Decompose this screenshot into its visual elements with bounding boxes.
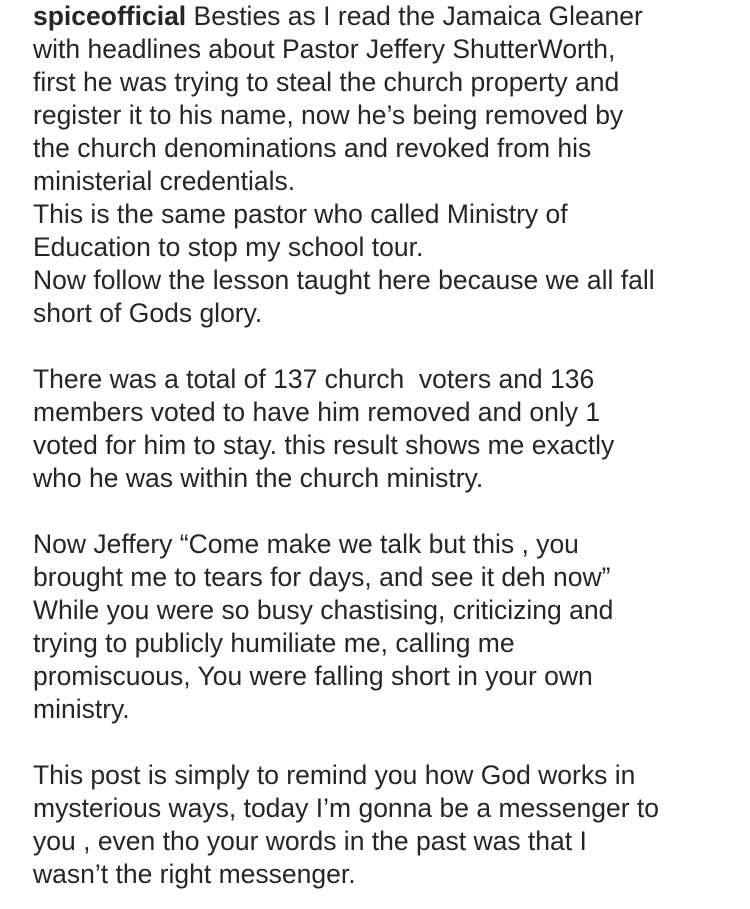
caption-line: first he was trying to steal the church property and (33, 67, 620, 97)
username-link[interactable]: spiceofficial (33, 1, 187, 31)
caption-line: voted for him to stay. this result shows me exactly (33, 430, 615, 460)
caption-line: ministry. (33, 694, 130, 724)
caption-paragraph-4 (33, 363, 723, 495)
caption-line: register it to his name, now he’s being removed by (33, 100, 624, 130)
caption-line: This post is simply to remind you how God works in (33, 760, 636, 790)
caption-paragraph-1 (33, 0, 723, 198)
caption-line: trying to publicly humiliate me, calling me (33, 628, 515, 658)
caption-text: Besties as I read the Jamaica Gleaner (186, 1, 643, 31)
blank-line (33, 495, 723, 528)
caption-line: members voted to have him removed and only 1 (33, 397, 601, 427)
blank-line (33, 330, 723, 363)
blank-line (33, 726, 723, 759)
caption-paragraph-2 (33, 198, 723, 264)
caption-paragraph-6 (33, 759, 723, 891)
caption-line: who he was within the church ministry. (33, 463, 484, 493)
caption-line: While you were so busy chastising, criticizing and (33, 595, 614, 625)
caption-line (33, 0, 723, 33)
caption-line: promiscuous, You were falling short in your own (33, 661, 593, 691)
caption-line: There was a total of 137 church voters and 136 (33, 364, 595, 394)
caption-paragraph-5 (33, 528, 723, 726)
caption-line: mysterious ways, today I’m gonna be a messenger to (33, 793, 659, 823)
caption-line: you , even tho your words in the past was that I (33, 826, 587, 856)
caption-line: Now follow the lesson taught here because we all fall (33, 265, 655, 295)
caption-paragraph-3 (33, 264, 723, 330)
caption-line: wasn’t the right messenger. (33, 859, 356, 889)
post-caption (33, 0, 723, 891)
caption-line: with headlines about Pastor Jeffery ShutterWorth, (33, 34, 616, 64)
caption-line: ministerial credentials. (33, 166, 296, 196)
caption-line: Now Jeffery “Come make we talk but this , you (33, 529, 579, 559)
caption-line: This is the same pastor who called Ministry of (33, 199, 568, 229)
caption-line: brought me to tears for days, and see it deh now” (33, 562, 611, 592)
caption-line: short of Gods glory. (33, 298, 263, 328)
caption-line: the church denominations and revoked from his (33, 133, 592, 163)
caption-line: Education to stop my school tour. (33, 232, 424, 262)
